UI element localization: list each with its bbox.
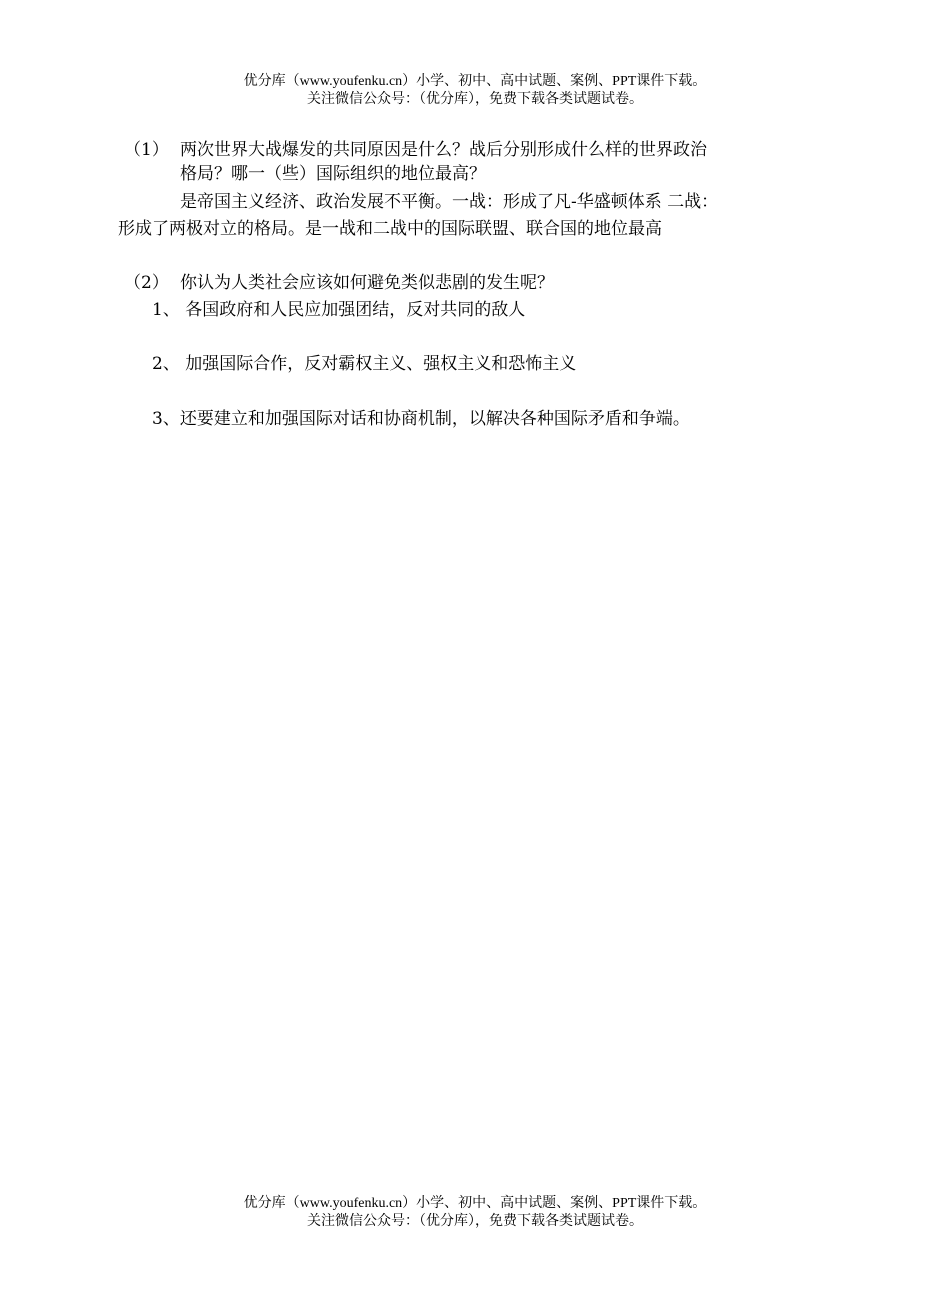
page-footer	[0, 1195, 950, 1231]
question-2-answer-1: 1、 各国政府和人民应加强团结，反对共同的敌人	[152, 300, 526, 320]
question-1-text-line-2: 格局？哪一（些）国际组织的地位最高？	[180, 164, 486, 184]
question-2-text: 你认为人类社会应该如何避免类似悲剧的发生呢？	[180, 273, 554, 293]
footer-line-1: 优分库（www.youfenku.cn）小学、初中、高中试题、案例、PPT课件下载。	[243, 1196, 707, 1211]
page-header	[0, 73, 950, 109]
question-1-answer-line-1: 是帝国主义经济、政治发展不平衡。一战：形成了凡-华盛顿体系 二战：	[180, 192, 719, 212]
header-line-2: 关注微信公众号：（优分库），免费下载各类试题试卷。	[307, 92, 643, 107]
question-2-number: （2）	[124, 273, 169, 293]
question-1-number: （1）	[124, 140, 169, 160]
question-1-answer-line-2: 形成了两极对立的格局。是一战和二战中的国际联盟、联合国的地位最高	[118, 219, 662, 239]
header-line-1: 优分库（www.youfenku.cn）小学、初中、高中试题、案例、PPT课件下载。	[243, 74, 707, 89]
question-2-answer-3: 3、还要建立和加强国际对话和协商机制，以解决各种国际矛盾和争端。	[152, 409, 690, 429]
question-2-answer-2: 2、 加强国际合作，反对霸权主义、强权主义和恐怖主义	[152, 354, 577, 374]
footer-line-2: 关注微信公众号：（优分库），免费下载各类试题试卷。	[307, 1214, 643, 1229]
question-1-text-line-1: 两次世界大战爆发的共同原因是什么？战后分别形成什么样的世界政治	[180, 140, 707, 160]
